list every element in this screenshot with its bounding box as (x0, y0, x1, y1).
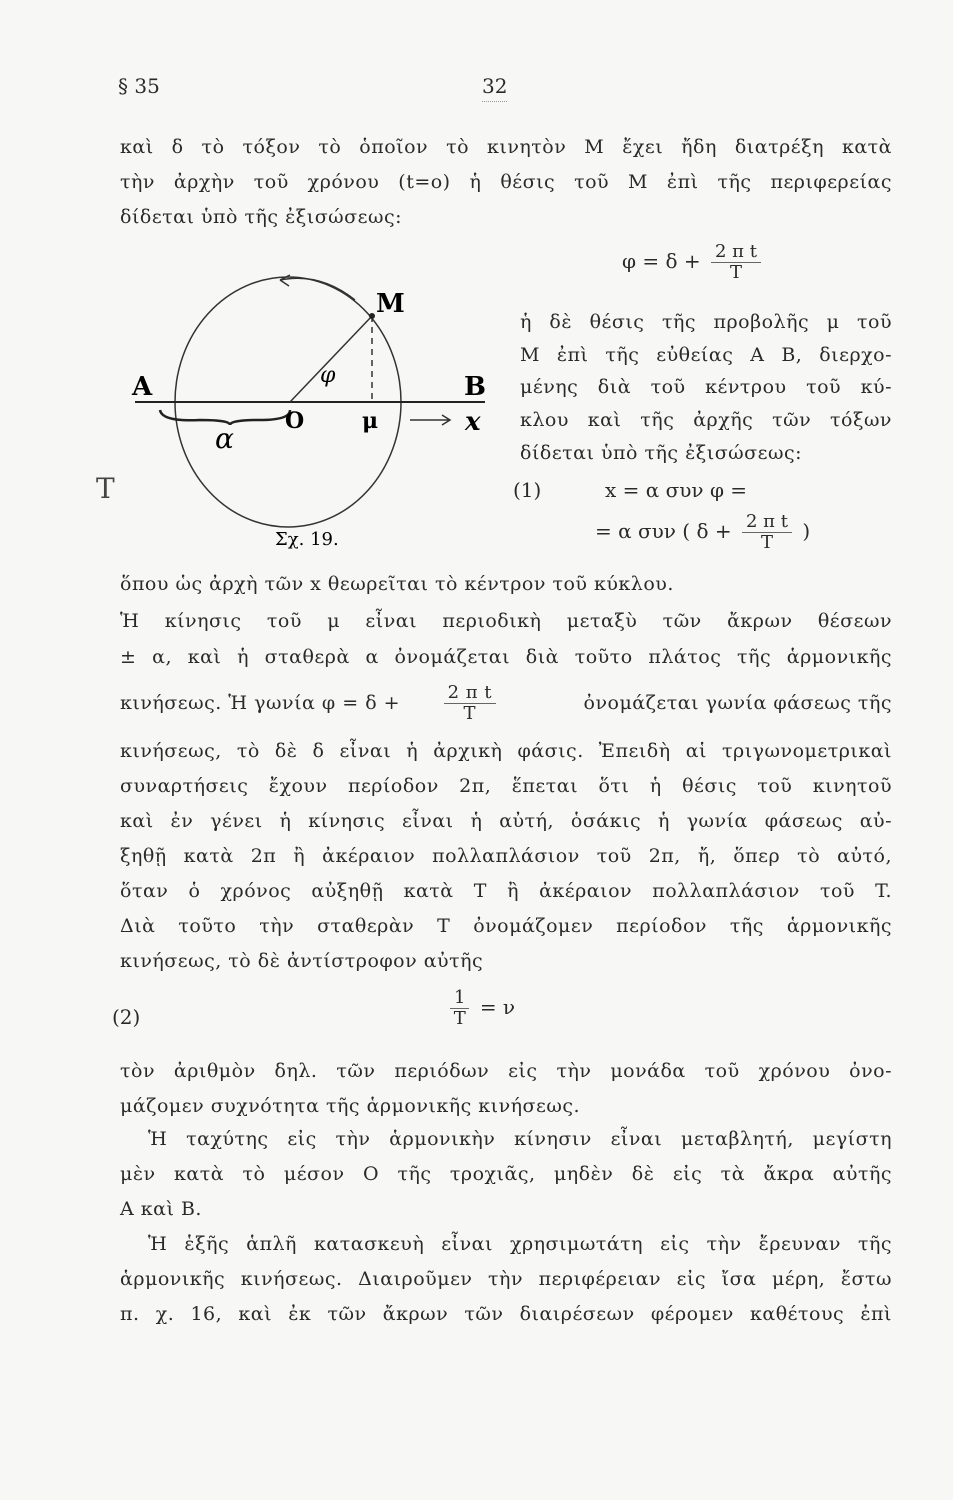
text-line: καὶ δ τὸ τόξον τὸ ὁποῖον τὸ κινητὸν Μ ἔχει ἤδη διατρέξη κατὰ (120, 136, 892, 158)
equation-rhs: = ν (479, 994, 516, 1019)
point-m (369, 313, 375, 319)
x-arrow (410, 415, 450, 425)
fraction-numerator: 2 π t (711, 242, 761, 263)
text-line: κινήσεως, τὸ δὲ δ εἶναι ἡ ἀρχικὴ φάσις. Ἐπειδὴ αἱ τριγωνομετρικαὶ (120, 740, 892, 762)
text-line: Μ ἐπὶ τῆς εὐθείας Α Β, διερχο- (520, 344, 892, 366)
text-line: δίδεται ὑπὸ τῆς ἐξισώσεως: (120, 206, 403, 228)
fraction-denominator: T (453, 1007, 466, 1029)
fraction-denominator: T (760, 531, 773, 553)
label-mu: μ (362, 408, 379, 434)
equation-1-line1: x = α συν φ = (605, 478, 748, 502)
equation-prefix: = α συν ( δ + (595, 518, 732, 543)
radius-line (290, 316, 372, 402)
text-line: κλου καὶ τῆς ἀρχῆς τῶν τόξων (520, 409, 892, 431)
text-line: καὶ ἐν γένει ἡ κίνησις εἶναι ἡ αὐτή, ὁσάκις ἡ γωνία φάσεως αὐ- (120, 810, 892, 832)
text-line: Ἡ κίνησις τοῦ μ εἶναι περιοδικὴ μεταξὺ τῶν ἄκρων θέσεων (120, 610, 892, 632)
figure-caption: Σχ. 19. (275, 529, 339, 550)
text-line: μάζομεν συχνότητα τῆς ἁρμονικῆς κινήσεως. (120, 1095, 581, 1117)
equation-1-line2 (595, 512, 810, 553)
label-a: A (132, 372, 153, 402)
text-line: μένης διὰ τοῦ κέντρου τοῦ κύ- (520, 376, 892, 398)
equation-2-label: (2) (112, 1005, 141, 1029)
text-line: Α καὶ Β. (120, 1198, 202, 1220)
text-line: ἁρμονικῆς κινήσεως. Διαιροῦμεν τὴν περιφέρειαν εἰς ἴσα μέρη, ἔστω (120, 1268, 892, 1290)
text-line: τὴν ἀρχὴν τοῦ χρόνου (t=o) ἡ θέσις τοῦ Μ ἐπὶ τῆς περιφερείας (120, 171, 892, 193)
formula-phi (622, 242, 765, 283)
text-line: συναρτήσεις ἔχουν περίοδον 2π, ἕπεται ὅτι ἡ θέσις τοῦ κινητοῦ (120, 775, 892, 797)
fraction-denominator: T (729, 261, 742, 283)
label-alpha: α (215, 422, 234, 455)
label-x: x (465, 407, 481, 437)
text-line: τὸν ἀριθμὸν δηλ. τῶν περιόδων εἰς τὴν μονάδα τοῦ χρόνου ὀνο- (120, 1060, 892, 1082)
text-line: ὅταν ὁ χρόνος αὐξηθῇ κατὰ T ἢ ἀκέραιον πολλαπλάσιον τοῦ T. (120, 880, 892, 902)
text-line: Διὰ τοῦτο τὴν σταθερὰν T ὀνομάζομεν περίοδον τῆς ἁρμονικῆς (120, 915, 892, 937)
label-b: B (464, 372, 486, 402)
text-line: ὅπου ὡς ἀρχὴ τῶν x θεωρεῖται τὸ κέντρον τοῦ κύκλου. (120, 573, 674, 595)
phase-suffix: ὀνομάζεται γωνία φάσεως τῆς (583, 692, 892, 715)
label-phi: φ (320, 363, 336, 388)
fraction-denominator: T (463, 702, 477, 724)
text-line: Ἡ ἑξῆς ἁπλῆ κατασκευὴ εἶναι χρησιμωτάτη εἰς τὴν ἔρευναν τῆς (148, 1233, 892, 1255)
equation-close: ) (802, 518, 811, 543)
phase-line (120, 683, 892, 724)
text-line: ἡ δὲ θέσις τῆς προβολῆς μ τοῦ (520, 311, 892, 333)
text-line: π. χ. 16, καὶ ἐκ τῶν ἄκρων τῶν διαιρέσεων φέρομεν καθέτους ἐπὶ (120, 1303, 892, 1325)
equation-1-label: (1) (513, 478, 542, 502)
formula-lhs: φ = δ + (622, 248, 701, 273)
margin-mark: T (96, 472, 115, 505)
text-line: κινήσεως, τὸ δὲ ἀντίστροφον αὐτῆς (120, 950, 484, 972)
text-line: Ἡ ταχύτης εἰς τὴν ἁρμονικὴν κίνησιν εἶναι μεταβλητή, μεγίστη (148, 1128, 892, 1150)
fraction-numerator: 2 π t (444, 683, 496, 704)
page-number: 32 (482, 74, 507, 102)
fraction-numerator: 1 (450, 988, 469, 1009)
text-line: δίδεται ὑπὸ τῆς ἐξισώσεως: (520, 442, 803, 464)
fraction-numerator: 2 π t (742, 512, 792, 533)
equation-2 (446, 988, 515, 1029)
phase-prefix: κινήσεως. Ἡ γωνία φ = δ + (120, 692, 401, 715)
text-line: μὲν κατὰ τὸ μέσον Ο τῆς τροχιᾶς, μηδὲν δὲ εἰς τὰ ἄκρα αὐτῆς (120, 1163, 892, 1185)
label-m: M (376, 289, 405, 319)
circle-figure (90, 260, 510, 560)
text-line: ± α, καὶ ἡ σταθερὰ α ὀνομάζεται διὰ τοῦτο πλάτος τῆς ἁρμονικῆς (120, 646, 892, 668)
label-o: O (285, 408, 305, 434)
section-number: § 35 (118, 74, 160, 98)
text-line: ξηθῇ κατὰ 2π ἢ ἀκέραιον πολλαπλάσιον τοῦ 2π, ἤ, ὅπερ τὸ αὐτό, (120, 845, 892, 867)
